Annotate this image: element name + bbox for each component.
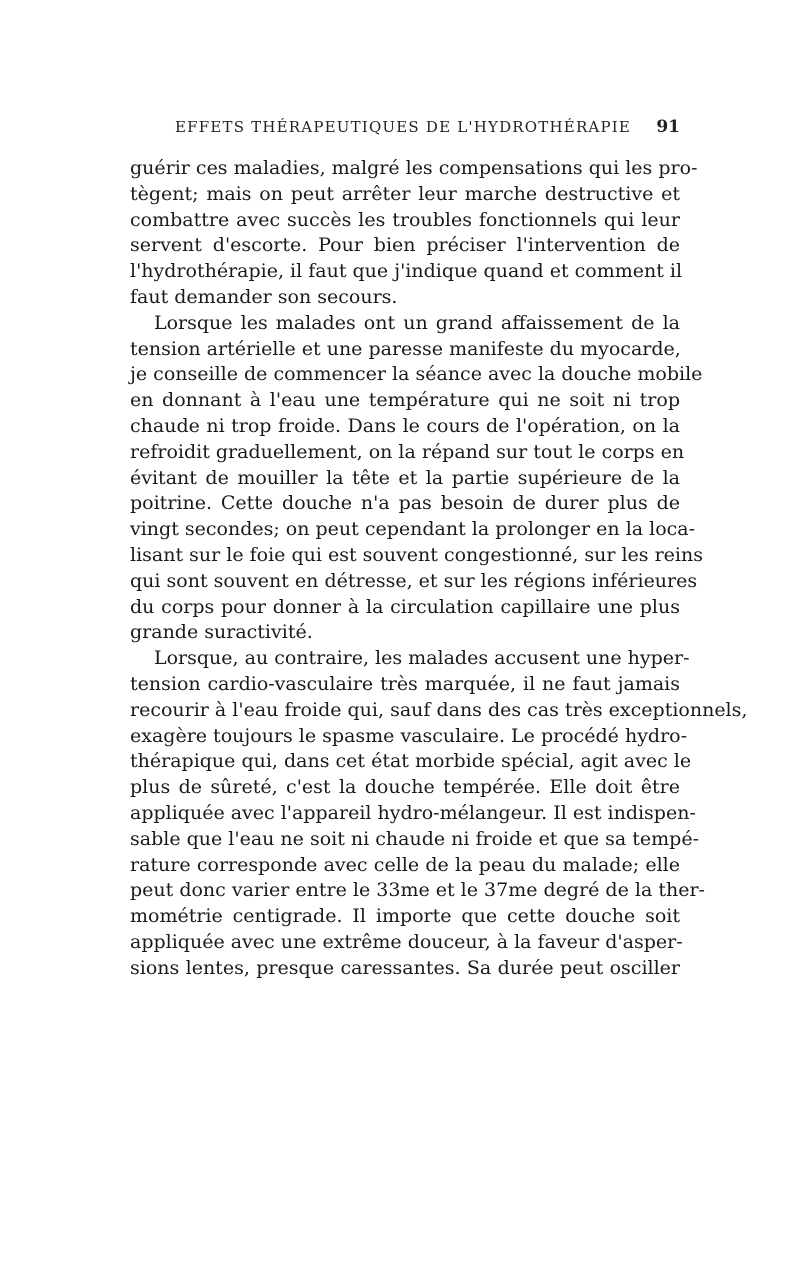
- text-line: rature corresponde avec celle de la peau du malade; elle: [130, 853, 680, 876]
- text-line: guérir ces maladies, malgré les compensations qui les pro-: [130, 157, 698, 179]
- text-line: thérapique qui, dans cet état morbide spécial, agit avec le: [130, 750, 692, 773]
- text-line: chaude ni trop froide. Dans le cours de l'opération, on la: [130, 414, 680, 437]
- text-line: Lorsque les malades ont un grand affaissement de la: [154, 311, 680, 334]
- text-line: combattre avec succès les troubles fonctionnels qui leur: [130, 208, 680, 231]
- text-line: recourir à l'eau froide qui, sauf dans des cas très exceptionnels,: [130, 698, 748, 721]
- text-line: grande suractivité.: [130, 621, 313, 644]
- text-line: vingt secondes; on peut cependant la prolonger en la loca-: [130, 518, 696, 541]
- text-line: tension artérielle et une paresse manifeste du myocarde,: [130, 337, 681, 360]
- running-title: EFFETS THÉRAPEUTIQUES DE L'HYDROTHÉRAPIE: [175, 118, 632, 136]
- text-line: faut demander son secours.: [130, 285, 398, 308]
- text-line: appliquée avec une extrême douceur, à la faveur d'asper-: [130, 930, 683, 953]
- text-line: l'hydrothérapie, il faut que j'indique quand et comment il: [130, 260, 683, 283]
- text-line: je conseille de commencer la séance avec la douche mobile: [130, 363, 703, 386]
- text-line: appliquée avec l'appareil hydro-mélangeur. Il est indispen-: [130, 801, 696, 824]
- paragraph-3: [130, 646, 748, 981]
- text-line: Lorsque, au contraire, les malades accusent une hyper-: [154, 647, 690, 670]
- text-line: servent d'escorte. Pour bien préciser l'intervention de: [130, 234, 680, 257]
- text-line: du corps pour donner à la circulation capillaire une plus: [130, 595, 680, 618]
- text-line: tègent; mais on peut arrêter leur marche destructive et: [130, 182, 680, 205]
- text-line: lisant sur le foie qui est souvent congestionné, sur les reins: [130, 543, 703, 566]
- text-line: en donnant à l'eau une température qui ne soit ni trop: [130, 389, 680, 412]
- paragraph-2: [130, 311, 703, 646]
- running-head: [130, 118, 680, 142]
- page-number: 91: [656, 117, 680, 137]
- text-line: exagère toujours le spasme vasculaire. Le procédé hydro-: [130, 724, 688, 747]
- text-line: mométrie centigrade. Il importe que cette douche soit: [130, 905, 680, 928]
- text-line: qui sont souvent en détresse, et sur les régions inférieures: [130, 569, 698, 592]
- text-line: peut donc varier entre le 33me et le 37me degré de la ther-: [130, 879, 705, 902]
- text-line: poitrine. Cette douche n'a pas besoin de durer plus de: [130, 492, 680, 515]
- text-line: tension cardio-vasculaire très marquée, il ne faut jamais: [130, 672, 680, 695]
- body-text: [130, 156, 748, 982]
- paragraph-1: [130, 156, 698, 311]
- text-line: plus de sûreté, c'est la douche tempérée. Elle doit être: [130, 776, 680, 799]
- text-line: évitant de mouiller la tête et la partie supérieure de la: [130, 466, 680, 489]
- text-line: sable que l'eau ne soit ni chaude ni froide et que sa tempé-: [130, 827, 700, 850]
- text-line: refroidit graduellement, on la répand sur tout le corps en: [130, 440, 685, 463]
- text-line: sions lentes, presque caressantes. Sa durée peut osciller: [130, 956, 680, 979]
